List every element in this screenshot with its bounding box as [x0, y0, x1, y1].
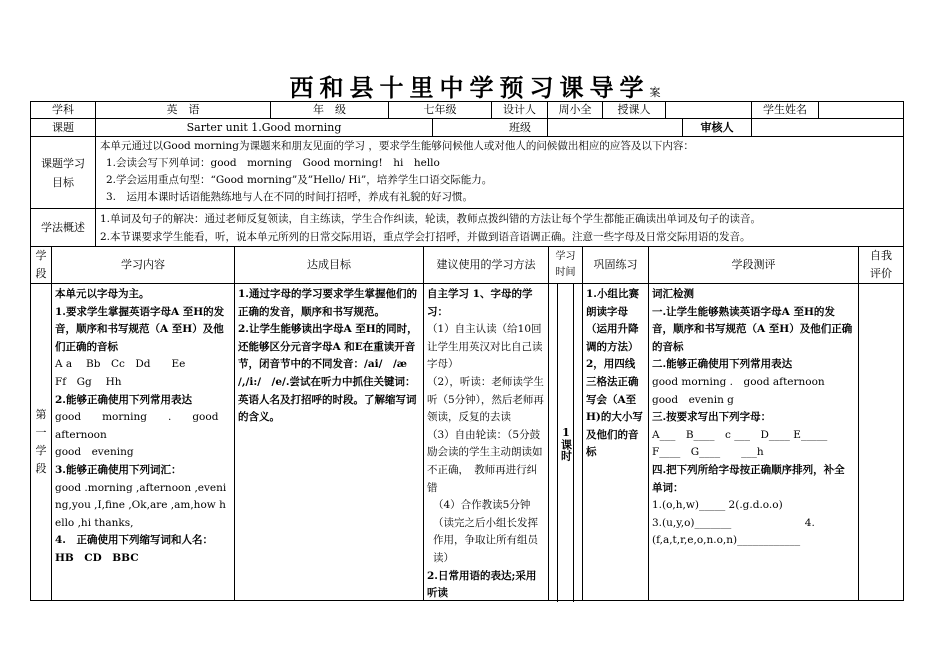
- goals-line: 3. 运用本课时话语能熟练地与人在不同的时间打招呼，养成有礼貌的好习惯。: [106, 191, 474, 203]
- practice-line: 2，用四线三格法正确写会（A至H)的大小写: [586, 358, 643, 424]
- assessment-line: 3.(u,y,o)_______ 4.: [652, 516, 815, 529]
- topic-label: 课题: [30, 118, 96, 137]
- content-line: A a Bb Cc Dd Ee: [55, 358, 186, 371]
- practice-line: 1.小组比赛朗读字母（运用升降调的方法）: [586, 288, 639, 353]
- topic-value: Sarter unit 1.Good morning: [95, 118, 433, 137]
- col-time: 学习时间: [548, 246, 583, 284]
- assessment-line: 四.把下列所给字母按正确顺序排列，补全单词：: [652, 463, 845, 494]
- goals-content: [95, 136, 904, 209]
- assessment-line: A___ B____ c ___ D____ E_____: [652, 428, 828, 441]
- assessment-line: 三.按要求写出下列字母：: [652, 411, 772, 424]
- target-line: 2.让学生能够读出字母A 至H的同时，还能够区分元音字母A 和E在重读开音节，闭音节中的不同发音：/ai/ /æ /,/i:/ /e/.尝试在听力中抓住关键词：英语人名及打招呼的时段。了解缩写词的含义。: [238, 323, 418, 424]
- method-line: 2.日常用语的表达;采用听读: [427, 569, 537, 600]
- col-stage: 学段: [30, 246, 52, 284]
- practice-line: 及他们的音标: [586, 428, 639, 459]
- assessment-line: 1.(o,h,w)_____ 2(.g.d.o.o): [652, 499, 783, 512]
- method-line: （2），听读：老师读学生听（5分钟），然后老师再领读，反复的去读: [427, 375, 544, 424]
- content-line: 4. 正确使用下列缩写词和人名：: [55, 534, 213, 547]
- time-value: 1课时: [559, 425, 573, 461]
- stage-value: 第一学段: [30, 283, 52, 601]
- methods-label: 学法概述: [30, 208, 96, 247]
- teacher-value: [665, 101, 752, 119]
- content-line: 本单元以字母为主。: [55, 288, 150, 300]
- title-suffix: 案: [649, 86, 661, 99]
- method-cell: [423, 283, 549, 601]
- content-line: 2.能够正确使用下列常用表达: [55, 393, 192, 406]
- method-line: （1）自主认读（给10回让学生用英汉对比自己读字母）: [427, 323, 543, 371]
- content-cell: [51, 283, 235, 601]
- col-method: 建议使用的学习方法: [423, 246, 549, 284]
- self-eval-cell: [858, 283, 904, 601]
- content-line: 3.能够正确使用下列词汇：: [55, 463, 182, 476]
- class-label: 班级: [432, 118, 548, 137]
- assessment-line: good evenin g: [652, 393, 734, 406]
- methods-line: 1.单词及句子的解决：通过老师反复领读，自主练读，学生合作纠读，轮读，教师点拨纠错的方法让每个学生都能正确读出单词及句子的读音。: [100, 213, 762, 225]
- student-label: 学生姓名: [751, 101, 819, 119]
- time-cell: [548, 283, 583, 601]
- goals-line: 本单元通过以Good morning为课题来和朋友见面的学习 ，要求学生能够问候他人或对他人的问候做出相应的应答及以下内容：: [100, 140, 694, 152]
- col-practice: 巩固练习: [582, 246, 649, 284]
- grade-label: 年 级: [270, 101, 389, 119]
- subject-label: 学科: [30, 101, 96, 119]
- student-value: [818, 101, 904, 119]
- content-line: good .morning ,afternoon ,evening,you ,I,fine ,Ok,are ,am,how hello ,hi thanks,: [55, 481, 227, 529]
- col-content: 学习内容: [51, 246, 235, 284]
- designer-label: 设计人: [491, 101, 548, 119]
- goals-label: 课题学习目标: [30, 136, 96, 209]
- col-self-eval: 自我评价: [858, 246, 904, 284]
- goals-line: 2.学会运用重点句型：“Good morning”及”Hello/ Hi”，培养学生口语交际能力。: [106, 174, 493, 186]
- assessment-cell: [648, 283, 859, 601]
- col-target: 达成目标: [234, 246, 424, 284]
- content-line: HB CD BBC: [55, 551, 139, 564]
- content-line: Ff Gg Hh: [55, 375, 122, 388]
- assessment-line: 一.让学生能够熟读英语字母A 至H的发音，顺序和书写规范（A 至H）及他们正确的音标: [652, 305, 853, 353]
- content-line: good morning . good afternoon: [55, 411, 219, 441]
- col-assessment: 学段测评: [648, 246, 859, 284]
- method-line: 自主学习 1、字母的学习：: [427, 288, 533, 318]
- assessment-line: F____ G____ ___h: [652, 446, 764, 459]
- methods-content: [95, 208, 904, 247]
- subject-value: 英 语: [95, 101, 271, 119]
- reviewer-label: 审核人: [682, 118, 752, 137]
- target-cell: [234, 283, 424, 601]
- assessment-line: good morning . good afternoon: [652, 375, 825, 388]
- class-value: [547, 118, 683, 137]
- title-main: 西和县十里中学预习课导学: [289, 74, 650, 102]
- lesson-plan-grid: [30, 101, 904, 601]
- practice-cell: [582, 283, 649, 601]
- reviewer-value: [751, 118, 904, 137]
- target-line: 1.通过字母的学习要求学生掌握他们的正确的发音，顺序和书写规范。: [238, 288, 417, 318]
- document-title: [0, 68, 950, 103]
- grade-value: 七年级: [388, 101, 492, 119]
- teacher-label: 授课人: [602, 101, 666, 119]
- content-line: good evening: [55, 446, 134, 459]
- assessment-line: (f,a,t,r,e,o,n.o,n)____________: [652, 534, 801, 547]
- goals-line: 1.会读会写下列单词：good morning Good morning! hi hello: [106, 157, 440, 169]
- methods-line: 2.本节课要求学生能看，听，说本单元所列的日常交际用语，重点学会打招呼，并做到语音语调正确。注意一些字母及日常交际用语的发音。: [100, 231, 751, 243]
- assessment-line: 二.能够正确使用下列常用表达: [652, 358, 793, 371]
- designer-value: 周小全: [547, 101, 603, 119]
- method-line: （4）合作教读5分钟（读完之后小组长发挥作用，争取让所有组员读）: [433, 499, 538, 564]
- method-line: （3）自由轮读：（5分鼓励会读的学生主动朗读如不正确， 教师再进行纠错: [427, 428, 543, 494]
- assessment-line: 词汇检测: [652, 288, 694, 300]
- content-line: 1.要求学生掌握英语字母A 至H的发音，顺序和书写规范（A 至H）及他们正确的音标: [55, 305, 225, 353]
